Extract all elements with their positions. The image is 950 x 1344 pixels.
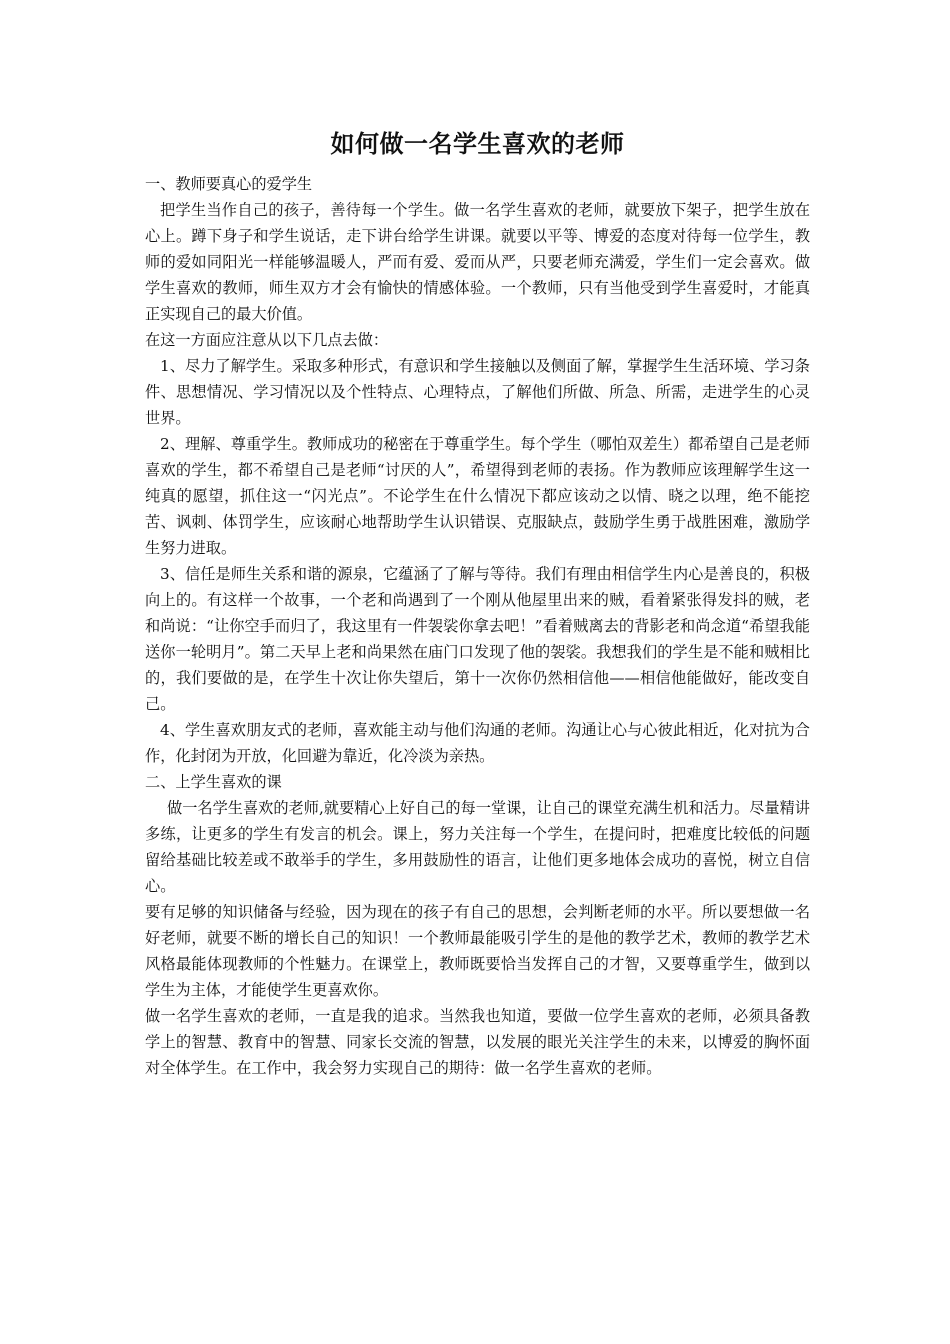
list-item-4: 4、学生喜欢朋友式的老师，喜欢能主动与他们沟通的老师。沟通让心与心彼此相近，化对抗为合作，化封闭为开放，化回避为靠近，化冷淡为亲热。 [145,721,810,766]
section-heading-2: 二、上学生喜欢的课 [145,773,282,792]
body-paragraph: 做一名学生喜欢的老师,就要精心上好自己的每一堂课，让自己的课堂充满生机和活力。尽量精讲多练，让更多的学生有发言的机会。课上，努力关注每一个学生，在提问时，把难度比较低的问题留给基础比较差或不敢举手的学生，多用鼓励性的语言，让他们更多地体会成功的喜悦，树立自信心。 [145,799,810,896]
body-paragraph: 把学生当作自己的孩子，善待每一个学生。做一名学生喜欢的老师，就要放下架子，把学生放在心上。蹲下身子和学生说话，走下讲台给学生讲课。就要以平等、博爱的态度对待每一位学生，教师的爱如同阳光一样能够温暖人，严而有爱、爱而从严，只要老师充满爱，学生们一定会喜欢。做学生喜欢的教师，师生双方才会有愉快的情感体验。一个教师，只有当他受到学生喜爱时，才能真正实现自己的最大价值。 [145,201,810,324]
list-item-2: 2、理解、尊重学生。教师成功的秘密在于尊重学生。每个学生（哪怕双差生）都希望自己是老师喜欢的学生，都不希望自己是老师“讨厌的人”，希望得到老师的表扬。作为教师应该理解学生这一纯真的愿望，抓住这一“闪光点”。不论学生在什么情况下都应该动之以情、晓之以理，绝不能挖苦、讽刺、体罚学生，应该耐心地帮助学生认识错误、克服缺点，鼓励学生勇于战胜困难，激励学生努力进取。 [145,435,810,558]
body-paragraph: 做一名学生喜欢的老师，一直是我的追求。当然我也知道，要做一位学生喜欢的老师，必须具备教学上的智慧、教育中的智慧、同家长交流的智慧，以发展的眼光关注学生的未来，以博爱的胸怀面对全体学生。在工作中，我会努力实现自己的期待：做一名学生喜欢的老师。 [145,1007,810,1078]
document-page [145,128,810,1081]
section-heading-1: 一、教师要真心的爱学生 [145,175,313,194]
list-item-1: 1、尽力了解学生。采取多种形式，有意识和学生接触以及侧面了解，掌握学生生活环境、学习条件、思想情况、学习情况以及个性特点、心理特点，了解他们所做、所急、所需，走进学生的心灵世界。 [145,357,810,428]
body-paragraph: 在这一方面应注意从以下几点去做： [145,331,388,350]
document-title: 如何做一名学生喜欢的老师 [330,129,625,158]
list-item-3: 3、信任是师生关系和谐的源泉，它蕴涵了了解与等待。我们有理由相信学生内心是善良的，积极向上的。有这样一个故事，一个老和尚遇到了一个刚从他屋里出来的贼，看着紧张得发抖的贼，老和尚说：“让你空手而归了，我这里有一件袈裟你拿去吧！”看着贼离去的背影老和尚念道“希望我能送你一轮明月”。第二天早上老和尚果然在庙门口发现了他的袈裟。我想我们的学生是不能和贼相比的，我们要做的是，在学生十次让你失望后，第十一次你仍然相信他——相信他能做好，能改变自己。 [145,565,810,714]
body-paragraph: 要有足够的知识储备与经验，因为现在的孩子有自己的思想，会判断老师的水平。所以要想做一名好老师，就要不断的增长自己的知识！一个教师最能吸引学生的是他的教学艺术，教师的教学艺术风格最能体现教师的个性魅力。在课堂上，教师既要恰当发挥自己的才智，又要尊重学生，做到以学生为主体，才能使学生更喜欢你。 [145,903,810,1000]
